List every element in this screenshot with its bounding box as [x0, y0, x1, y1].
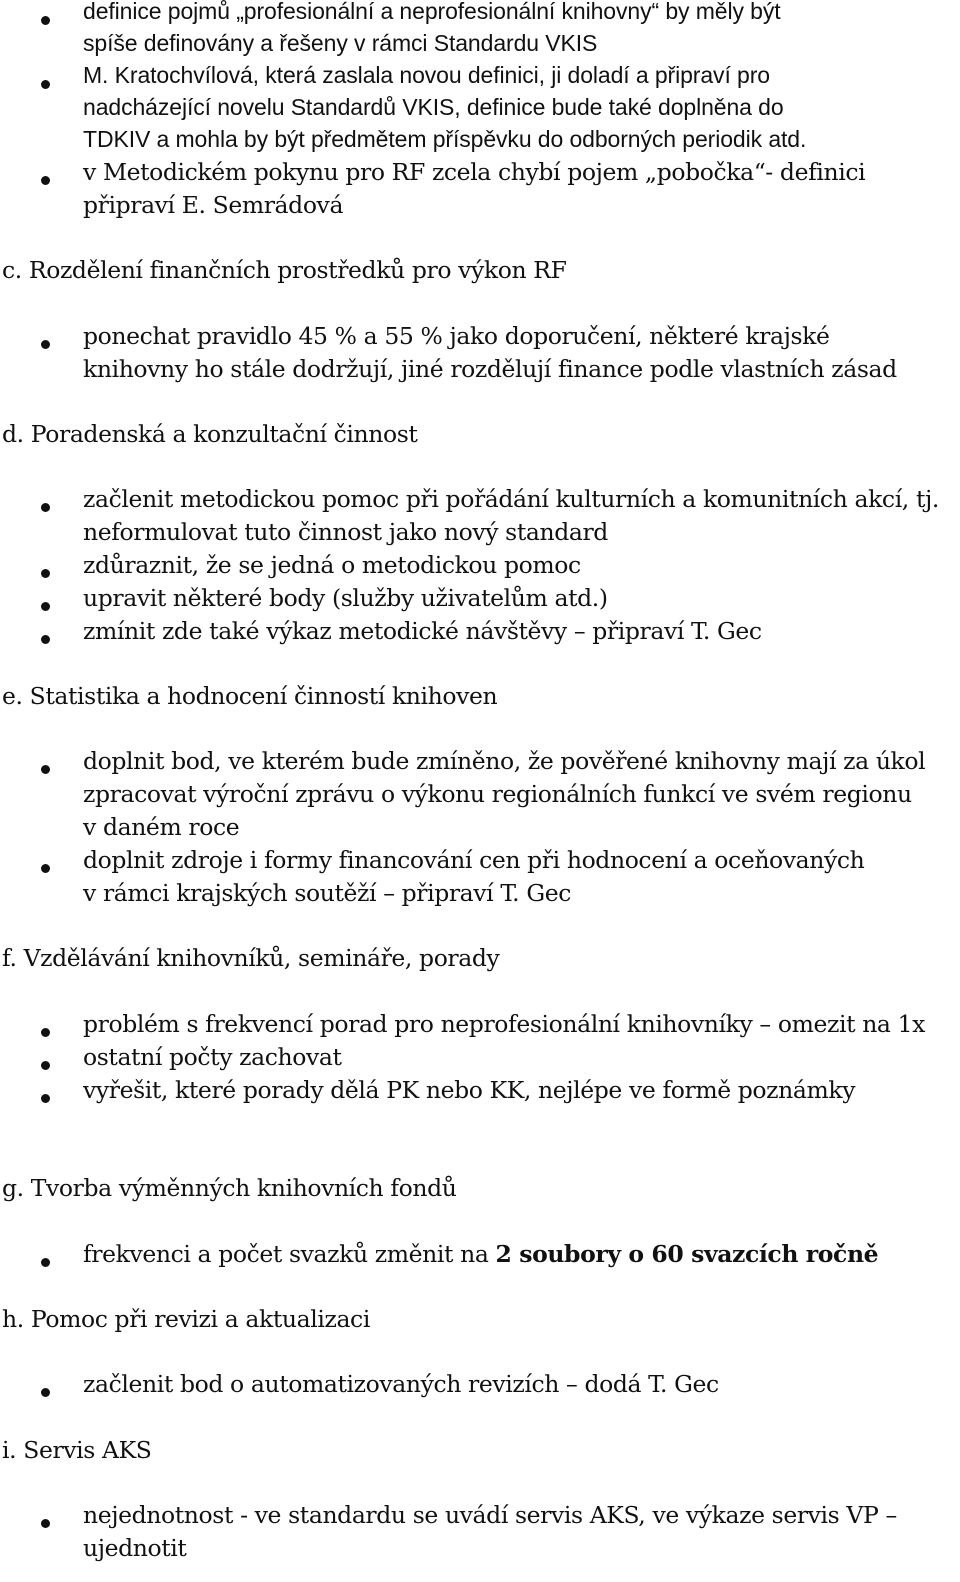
list-item-line: definice pojmů „profesionální a neprofesionální knihovny“ by měly být [83, 0, 781, 24]
bullet-icon [41, 1519, 50, 1528]
list-item-line [83, 1238, 878, 1270]
list-item-line: doplnit zdroje i formy financování cen při hodnocení a oceňovaných [83, 846, 865, 874]
list-item-line: M. Kratochvílová, která zaslala novou definici, ji doladí a připraví pro [83, 62, 770, 88]
list-item-line: v daném roce [83, 813, 240, 841]
bullet-icon [41, 602, 50, 611]
list-item-line: zdůraznit, že se jedná o metodickou pomoc [83, 551, 581, 579]
bullet-icon [41, 1028, 50, 1037]
bullet-icon [41, 765, 50, 774]
bullet-icon [41, 503, 50, 512]
bullet-icon [41, 635, 50, 644]
section-heading: h. Pomoc při revizi a aktualizaci [2, 1305, 370, 1333]
bullet-icon [41, 176, 50, 185]
list-item-line: spíše definovány a řešeny v rámci Standardu VKIS [83, 30, 598, 56]
bullet-icon [41, 864, 50, 873]
list-item-line: neformulovat tuto činnost jako nový standard [83, 518, 608, 546]
list-item-line: vyřešit, které porady dělá PK nebo KK, nejlépe ve formě poznámky [83, 1076, 856, 1104]
list-item-line: ostatní počty zachovat [83, 1043, 342, 1071]
section-heading: f. Vzdělávání knihovníků, semináře, porady [2, 944, 500, 972]
list-item-line: v rámci krajských soutěží – připraví T. Gec [83, 879, 571, 907]
list-item-line: problém s frekvencí porad pro neprofesionální knihovníky – omezit na 1x [83, 1010, 926, 1038]
list-item-line: upravit některé body (služby uživatelům atd.) [83, 584, 608, 612]
list-item-line: začlenit metodickou pomoc při pořádání kulturních a komunitních akcí, tj. [83, 485, 939, 513]
list-item-line: zmínit zde také výkaz metodické návštěvy – připraví T. Gec [83, 617, 762, 645]
bullet-icon [41, 569, 50, 578]
list-item-line: v Metodickém pokynu pro RF zcela chybí pojem „pobočka“- definici [83, 158, 866, 186]
list-item-line: zpracovat výroční zprávu o výkonu regionálních funkcí ve svém regionu [83, 780, 912, 808]
bullet-icon [41, 340, 50, 349]
section-heading: d. Poradenská a konzultační činnost [2, 420, 418, 448]
list-item-line: TDKIV a mohla by být předmětem příspěvku do odborných periodik atd. [83, 126, 807, 152]
list-item-line: začlenit bod o automatizovaných revizích – dodá T. Gec [83, 1370, 719, 1398]
list-item-line: ponechat pravidlo 45 % a 55 % jako doporučení, některé krajské [83, 322, 830, 350]
list-item-line: nejednotnost - ve standardu se uvádí servis AKS, ve výkaze servis VP – [83, 1501, 897, 1529]
bullet-icon [41, 1388, 50, 1397]
section-heading: c. Rozdělení finančních prostředků pro výkon RF [2, 256, 567, 284]
list-item-bold-text: 2 soubory o 60 svazcích ročně [495, 1240, 879, 1268]
bullet-icon [41, 1061, 50, 1070]
list-item-text: frekvenci a počet svazků změnit na [83, 1240, 496, 1268]
bullet-icon [41, 80, 50, 89]
list-item-line: připraví E. Semrádová [83, 191, 344, 219]
list-item-line: ujednotit [83, 1534, 187, 1562]
bullet-icon [41, 16, 50, 25]
bullet-icon [41, 1094, 50, 1103]
list-item-line: nadcházející novelu Standardů VKIS, definice bude také doplněna do [83, 94, 784, 120]
bullet-icon [41, 1258, 50, 1267]
list-item-line: doplnit bod, ve kterém bude zmíněno, že pověřené knihovny mají za úkol [83, 747, 926, 775]
section-heading: e. Statistika a hodnocení činností knihoven [2, 682, 498, 710]
section-heading: g. Tvorba výměnných knihovních fondů [2, 1174, 457, 1202]
section-heading: i. Servis AKS [2, 1436, 152, 1464]
list-item-line: knihovny ho stále dodržují, jiné rozdělují finance podle vlastních zásad [83, 355, 897, 383]
